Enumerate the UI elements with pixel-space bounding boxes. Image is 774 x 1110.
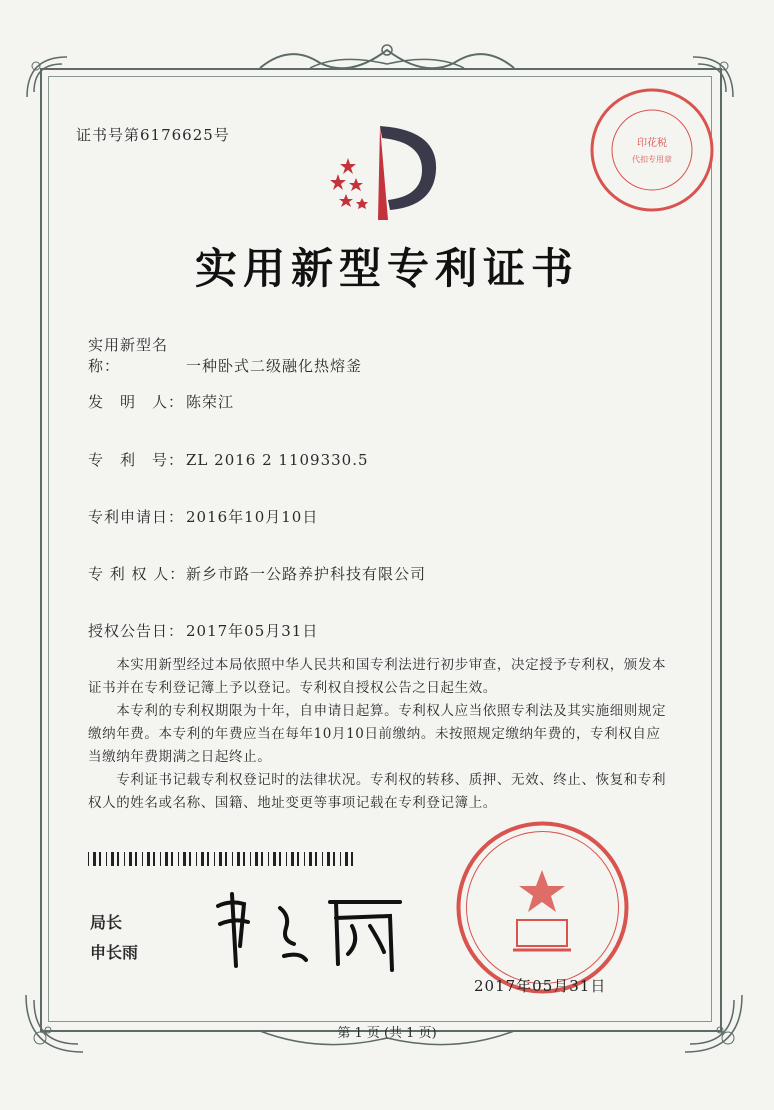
field-label: 专 利 号： xyxy=(88,451,185,469)
field-grant-date xyxy=(88,620,318,641)
director-title: 局长 xyxy=(90,913,123,932)
field-patentee xyxy=(88,563,426,584)
field-value: 一种卧式二级融化热熔釜 xyxy=(186,357,363,375)
field-label: 实用新型名称： xyxy=(88,336,169,375)
certificate-title: 实用新型专利证书 xyxy=(194,244,579,293)
patent-office-logo-icon xyxy=(318,118,448,228)
tax-stamp-seal-icon xyxy=(588,86,716,214)
field-value: 2017年05月31日 xyxy=(186,622,319,640)
field-utility-model-name xyxy=(88,334,362,376)
field-patent-number xyxy=(88,449,369,470)
field-label: 专利申请日： xyxy=(88,508,185,526)
director-name: 申长雨 xyxy=(90,943,139,962)
body-paragraph: 专利证书记载专利权登记时的法律状况。专利权的转移、质押、无效、终止、恢复和专利权人的姓名或名称、国籍、地址变更等事项记载在专利登记簿上。 xyxy=(88,772,667,811)
field-application-date xyxy=(88,506,318,527)
svg-text:印花税: 印花税 xyxy=(637,138,667,149)
field-inventor xyxy=(88,391,234,412)
signature-icon xyxy=(210,886,410,976)
top-ornament-icon xyxy=(250,38,524,78)
sipo-official-seal-icon xyxy=(455,820,630,995)
field-label: 发 明 人： xyxy=(88,393,185,411)
field-value: 新乡市路一公路养护科技有限公司 xyxy=(186,565,427,583)
page-indicator: 第 1 页 (共 1 页) xyxy=(337,1026,437,1041)
field-value: 陈荣江 xyxy=(186,393,235,411)
body-paragraph: 本实用新型经过本局依照中华人民共和国专利法进行初步审查，决定授予专利权，颁发本证书并在专利登记簿上予以登记。专利权自授权公告之日起生效。 xyxy=(88,657,667,696)
barcode-icon xyxy=(88,852,360,866)
field-value: ZL 2016 2 1109330.5 xyxy=(186,451,369,469)
field-value: 2016年10月10日 xyxy=(186,508,319,526)
certificate-number: 证书号第6176625号 xyxy=(76,126,230,144)
corner-ornament-icon xyxy=(22,52,72,102)
field-label: 专 利 权 人： xyxy=(88,565,186,583)
body-paragraph: 本专利的专利权期限为十年，自申请日起算。专利权人应当依照专利法及其实施细则规定缴纳年费。本专利的年费应当在每年10月10日前缴纳。未按照规定缴纳年费的，专利权自应当缴纳年费期满之日起终止。 xyxy=(88,703,667,765)
svg-text:代扣专用章: 代扣专用章 xyxy=(632,155,672,164)
field-label: 授权公告日： xyxy=(88,622,185,640)
issue-date: 2017年05月31日 xyxy=(474,977,607,995)
